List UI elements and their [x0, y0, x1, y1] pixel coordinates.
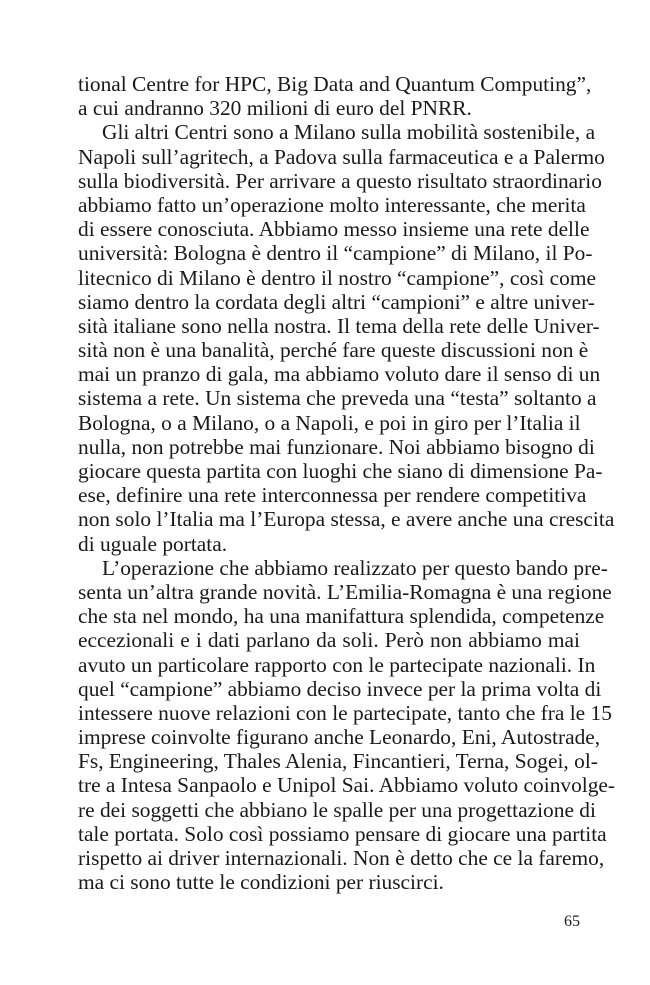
text-line: sità italiane sono nella nostra. Il tema della rete delle Univer-	[78, 313, 600, 338]
text-line: che sta nel mondo, ha una manifattura splendida, competenze	[78, 604, 605, 629]
text-line: Fs, Engineering, Thales Alenia, Fincantieri, Terna, Sogei, ol-	[78, 749, 598, 774]
text-line: Bologna, o a Milano, o a Napoli, e poi in giro per l’Italia il	[78, 410, 581, 435]
text-line: L’operazione che abbiamo realizzato per questo bando pre-	[102, 555, 608, 580]
text-line: tional Centre for HPC, Big Data and Quantum Computing”,	[78, 72, 592, 96]
text-line: ese, definire una rete interconnessa per rendere competitiva	[78, 483, 587, 508]
text-line: Gli altri Centri sono a Milano sulla mobilità sostenibile, a	[102, 120, 596, 145]
text-line: abbiamo fatto un’operazione molto interessante, che merita	[78, 192, 586, 217]
text-line: ma ci sono tutte le condizioni per riuscirci.	[78, 870, 444, 895]
text-line: avuto un particolare rapporto con le partecipate nazionali. In	[78, 652, 596, 677]
text-line: tre a Intesa Sanpaolo e Unipol Sai. Abbiamo voluto coinvolge-	[78, 773, 616, 798]
text-line: sulla biodiversità. Per arrivare a questo risultato straordinario	[78, 168, 602, 193]
text-line: Napoli sull’agritech, a Padova sulla farmaceutica e a Palermo	[78, 144, 605, 169]
text-line: litecnico di Milano è dentro il nostro “campione”, così come	[78, 265, 596, 290]
text-line: eccezionali e i dati parlano da soli. Però non abbiamo mai	[78, 628, 580, 653]
text-line: siamo dentro la cordata degli altri “campioni” e altre univer-	[78, 289, 595, 314]
text-line: di essere conosciuta. Abbiamo messo insieme una rete delle	[78, 217, 590, 242]
text-line: re dei soggetti che abbiano le spalle per una progettazione di	[78, 797, 596, 822]
text-line: rispetto ai driver internazionali. Non è detto che ce la faremo,	[78, 846, 605, 870]
text-line: a cui andranno 320 milioni di euro del PNRR.	[78, 96, 472, 121]
text-line: sistema a rete. Un sistema che preveda una “testa” soltanto a	[78, 386, 597, 411]
text-line: quel “campione” abbiamo deciso invece per la prima volta di	[78, 676, 602, 701]
text-line: nulla, non potrebbe mai funzionare. Noi abbiamo bisogno di	[78, 434, 595, 459]
body-text	[78, 72, 616, 895]
text-line: di uguale portata.	[78, 531, 228, 556]
text-line: mai un pranzo di gala, ma abbiamo voluto dare il senso di un	[78, 362, 601, 387]
text-line: tale portata. Solo così possiamo pensare di giocare una partita	[78, 821, 607, 846]
text-line: intessere nuove relazioni con le partecipate, tanto che fra le 15	[78, 700, 612, 725]
text-line: non solo l’Italia ma l’Europa stessa, e avere anche una crescita	[78, 507, 615, 532]
text-line: giocare questa partita con luoghi che siano di dimensione Pa-	[78, 459, 603, 483]
text-line: senta un’altra grande novità. L’Emilia-Romagna è una regione	[78, 579, 612, 604]
page-number: 65	[564, 913, 580, 930]
text-line: imprese coinvolte figurano anche Leonardo, Eni, Autostrade,	[78, 725, 601, 750]
text-line: università: Bologna è dentro il “campione” di Milano, il Po-	[78, 241, 593, 266]
text-line: sità non è una banalità, perché fare queste discussioni non è	[78, 338, 589, 363]
